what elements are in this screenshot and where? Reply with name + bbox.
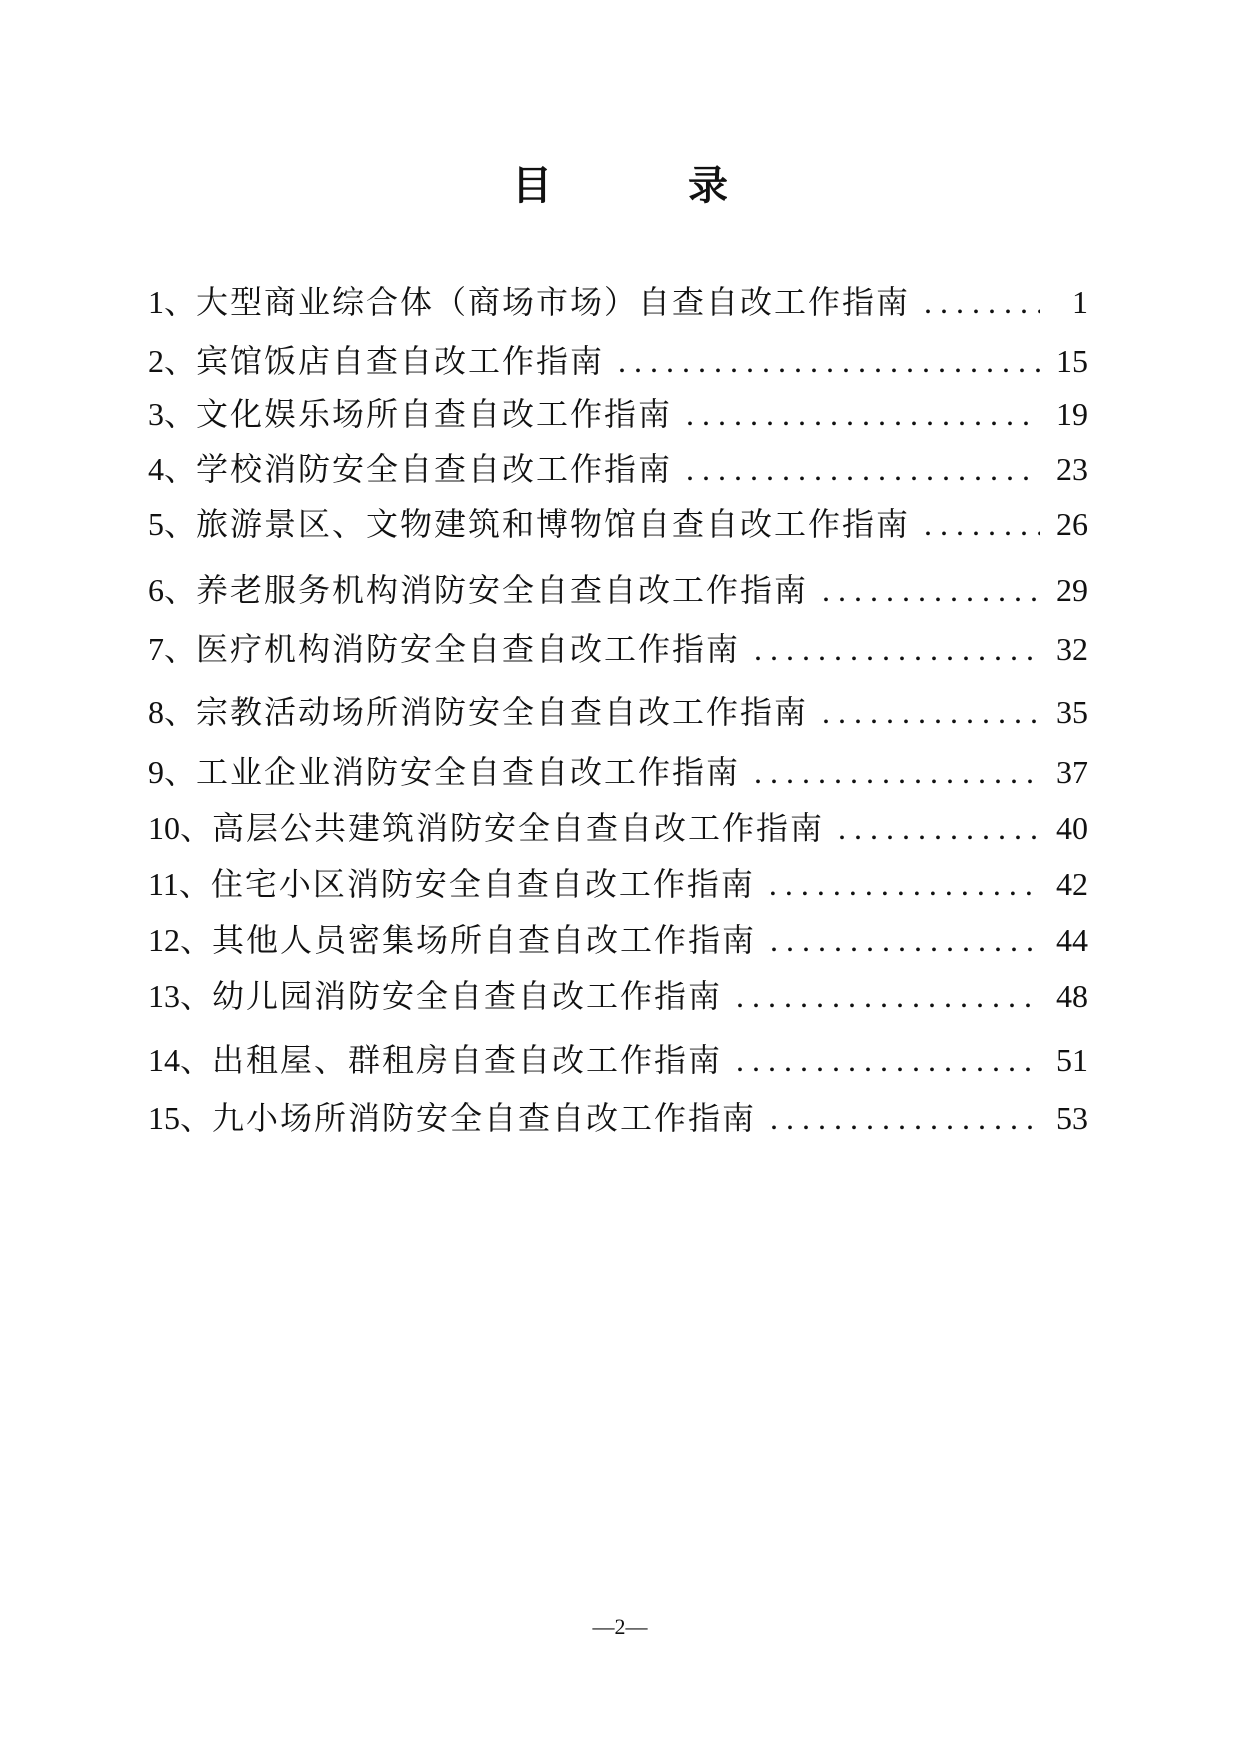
dot-leader — [924, 502, 1040, 546]
toc-entry-title: 大型商业综合体（商场市场）自查自改工作指南 — [196, 283, 911, 321]
toc-entry-title: 工业企业消防安全自查自改工作指南 — [196, 753, 741, 791]
toc-entry-title: 学校消防安全自查自改工作指南 — [196, 450, 673, 488]
dot-leader — [686, 392, 1040, 436]
toc-entry-number: 6、 — [148, 572, 197, 608]
toc-entry-number: 5、 — [148, 506, 197, 542]
dot-leader — [736, 1038, 1040, 1082]
toc-entry-title: 宾馆饭店自查自改工作指南 — [196, 342, 605, 380]
toc-entry-title: 幼儿园消防安全自查自改工作指南 — [212, 977, 723, 1015]
toc-entry-number: 10、 — [148, 810, 213, 846]
dot-leader — [736, 974, 1040, 1018]
page-title: 目 录 — [512, 163, 776, 209]
toc-entry-title: 宗教活动场所消防安全自查自改工作指南 — [196, 693, 809, 731]
dot-leader — [754, 627, 1040, 671]
toc-entry-page: 15 — [1056, 343, 1088, 379]
toc-entry-number: 13、 — [148, 978, 213, 1014]
toc-entry-title: 住宅小区消防安全自查自改工作指南 — [210, 865, 755, 903]
toc-entry[interactable] — [148, 1038, 1088, 1082]
toc-entry-page: 35 — [1056, 694, 1088, 730]
dot-leader — [838, 806, 1040, 850]
page-number: —2— — [592, 1614, 648, 1639]
toc-entry[interactable] — [148, 447, 1088, 491]
dot-leader — [754, 750, 1040, 794]
toc-entry-page: 40 — [1056, 810, 1088, 846]
toc-entry[interactable] — [148, 627, 1088, 671]
toc-entry-number: 12、 — [148, 922, 213, 958]
toc-entry[interactable] — [148, 690, 1088, 734]
toc-entry-page: 53 — [1056, 1100, 1088, 1136]
toc-entry-page: 1 — [1072, 284, 1088, 320]
toc-entry[interactable] — [148, 502, 1088, 546]
dot-leader — [618, 339, 1040, 383]
toc-entry[interactable] — [148, 806, 1088, 850]
toc-entry-number: 8、 — [148, 694, 197, 730]
toc-entry[interactable] — [148, 339, 1088, 383]
toc-entry-page: 32 — [1056, 631, 1088, 667]
dot-leader — [769, 862, 1040, 906]
toc-entry-number: 14、 — [148, 1042, 213, 1078]
toc-entry[interactable] — [148, 918, 1088, 962]
toc-entry-number: 4、 — [148, 451, 197, 487]
toc-entry-number: 2、 — [148, 343, 197, 379]
dot-leader — [686, 447, 1040, 491]
toc-entry-title: 高层公共建筑消防安全自查自改工作指南 — [212, 809, 825, 847]
toc-entry-number: 7、 — [148, 631, 197, 667]
toc-entry-title: 文化娱乐场所自查自改工作指南 — [196, 395, 673, 433]
toc-entry-title: 出租屋、群租房自查自改工作指南 — [212, 1041, 723, 1079]
toc-entry-number: 1、 — [148, 284, 197, 320]
toc-entry[interactable] — [148, 750, 1088, 794]
dot-leader — [822, 568, 1040, 612]
toc-entry-number: 3、 — [148, 396, 197, 432]
toc-entry-title: 九小场所消防安全自查自改工作指南 — [212, 1099, 757, 1137]
toc-entry-title: 医疗机构消防安全自查自改工作指南 — [196, 630, 741, 668]
toc-entry-page: 44 — [1056, 922, 1088, 958]
toc-entry-number: 9、 — [148, 754, 197, 790]
toc-entry-title: 旅游景区、文物建筑和博物馆自查自改工作指南 — [196, 505, 911, 543]
dot-leader — [924, 280, 1040, 324]
toc-entry-page: 19 — [1056, 396, 1088, 432]
toc-entry-title: 其他人员密集场所自查自改工作指南 — [212, 921, 757, 959]
dot-leader — [770, 1096, 1040, 1140]
dot-leader — [822, 690, 1040, 734]
toc-entry-page: 51 — [1056, 1042, 1088, 1078]
toc-entry[interactable] — [148, 568, 1088, 612]
toc-entry[interactable] — [148, 280, 1088, 324]
toc-entry[interactable] — [148, 1096, 1088, 1140]
toc-entry-page: 26 — [1056, 506, 1088, 542]
toc-entry[interactable] — [148, 392, 1088, 436]
toc-entry[interactable] — [148, 974, 1088, 1018]
toc-entry-number: 15、 — [148, 1100, 213, 1136]
toc-entry-number: 11、 — [148, 866, 211, 902]
toc-entry-page: 48 — [1056, 978, 1088, 1014]
dot-leader — [770, 918, 1040, 962]
toc-entry-page: 37 — [1056, 754, 1088, 790]
toc-entry-title: 养老服务机构消防安全自查自改工作指南 — [196, 571, 809, 609]
toc-entry-page: 23 — [1056, 451, 1088, 487]
toc-entry-page: 29 — [1056, 572, 1088, 608]
toc-entry[interactable] — [148, 862, 1088, 906]
toc-entry-page: 42 — [1056, 866, 1088, 902]
